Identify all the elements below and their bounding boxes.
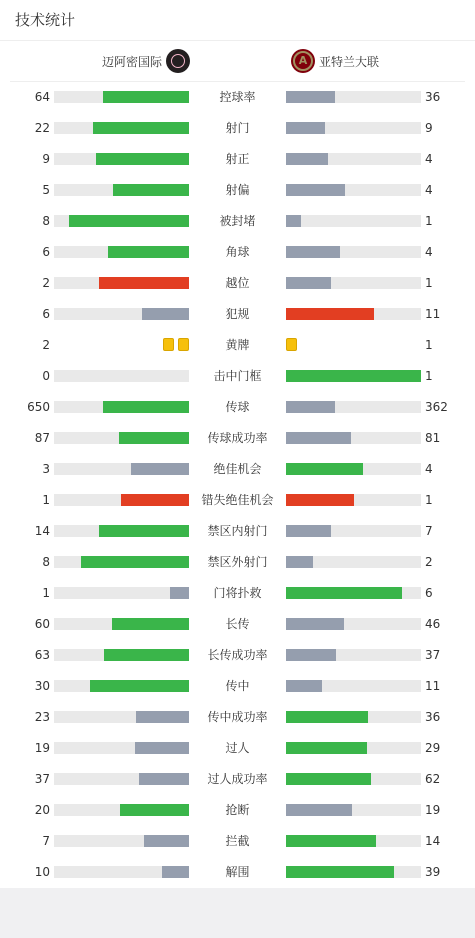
away-stat-bar — [286, 525, 421, 537]
home-stat-bar — [54, 525, 189, 537]
stat-label: 长传 — [225, 617, 250, 631]
stat-label: 绝佳机会 — [213, 462, 262, 476]
stat-label: 传中 — [225, 679, 250, 693]
home-stat-bar — [54, 494, 189, 506]
yellow-card-icon — [286, 338, 297, 351]
home-stat-bar-fill — [90, 680, 189, 692]
stat-label: 解围 — [225, 865, 250, 879]
stat-label: 长传成功率 — [207, 648, 268, 662]
home-stat-value: 2 — [42, 338, 50, 352]
away-stat-bar — [286, 494, 421, 506]
inter-miami-logo-icon — [166, 49, 190, 73]
home-stat-bar-fill — [170, 587, 189, 599]
away-stat-bar — [286, 866, 421, 878]
away-stat-bar — [286, 432, 421, 444]
home-stat-bar-fill — [119, 432, 189, 444]
away-stat-bar — [286, 246, 421, 258]
away-stat-value: 46 — [425, 617, 441, 631]
home-stat-value: 64 — [34, 90, 50, 104]
home-stat-value: 7 — [42, 834, 50, 848]
stat-label: 射正 — [225, 152, 250, 166]
home-stat-value: 5 — [42, 183, 50, 197]
home-stat-value: 22 — [34, 121, 50, 135]
away-stat-bar — [286, 587, 421, 599]
stat-label: 射门 — [225, 121, 250, 135]
away-stat-value: 1 — [425, 369, 433, 383]
stat-label: 传球成功率 — [207, 431, 268, 445]
home-stat-value: 14 — [34, 524, 50, 538]
away-stat-value: 4 — [425, 183, 433, 197]
away-stat-bar-fill — [286, 432, 351, 444]
stat-label: 射偏 — [225, 183, 250, 197]
away-stat-bar-fill — [286, 835, 376, 847]
stat-row — [0, 825, 475, 856]
away-stat-bar-fill — [286, 401, 335, 413]
away-stat-value: 1 — [425, 214, 433, 228]
stat-label: 错失绝佳机会 — [201, 493, 274, 507]
home-stat-value: 19 — [34, 741, 50, 755]
away-stat-bar — [286, 804, 421, 816]
home-stat-bar-fill — [103, 91, 189, 103]
stat-row — [0, 577, 475, 608]
home-stat-bar — [54, 618, 189, 630]
stat-label: 击中门框 — [213, 369, 262, 383]
stat-label: 门将扑救 — [213, 586, 262, 600]
away-stat-bar — [286, 370, 421, 382]
title-divider — [0, 40, 475, 41]
home-stat-value: 9 — [42, 152, 50, 166]
away-stat-bar-fill — [286, 773, 371, 785]
away-stat-bar — [286, 308, 421, 320]
home-stat-bar — [54, 215, 189, 227]
away-stat-bar — [286, 153, 421, 165]
stat-row — [0, 81, 475, 112]
home-stat-bar — [54, 463, 189, 475]
away-stat-bar — [286, 742, 421, 754]
away-stat-bar-fill — [286, 370, 421, 382]
away-stat-value: 36 — [425, 90, 441, 104]
home-stat-bar — [54, 804, 189, 816]
home-stat-bar-fill — [162, 866, 189, 878]
stat-row — [0, 546, 475, 577]
stat-label: 拦截 — [225, 834, 250, 848]
home-stat-bar-fill — [135, 742, 189, 754]
home-stat-bar-fill — [81, 556, 189, 568]
home-stat-bar-fill — [99, 277, 189, 289]
away-yellow-cards — [286, 338, 297, 351]
away-stat-bar — [286, 773, 421, 785]
home-team-name: 迈阿密国际 — [101, 54, 162, 69]
stat-label: 被封堵 — [219, 214, 256, 228]
stat-row — [0, 639, 475, 670]
stat-row — [0, 763, 475, 794]
away-stat-bar-fill — [286, 711, 368, 723]
away-stat-value: 36 — [425, 710, 441, 724]
stat-row — [0, 143, 475, 174]
home-stat-bar-fill — [120, 804, 189, 816]
home-stat-value: 1 — [42, 493, 50, 507]
stat-row — [0, 329, 475, 360]
stat-row — [0, 422, 475, 453]
away-stat-value: 11 — [425, 679, 441, 693]
stat-label: 控球率 — [219, 90, 256, 104]
away-team-header[interactable] — [291, 48, 379, 74]
away-stat-bar-fill — [286, 804, 352, 816]
away-stat-value: 1 — [425, 493, 433, 507]
away-stat-bar-fill — [286, 122, 325, 134]
stat-row — [0, 360, 475, 391]
home-stat-value: 6 — [42, 307, 50, 321]
home-stat-value: 2 — [42, 276, 50, 290]
away-stat-value: 29 — [425, 741, 441, 755]
stat-row — [0, 484, 475, 515]
home-stat-bar-fill — [99, 525, 189, 537]
stat-row — [0, 236, 475, 267]
away-stat-value: 39 — [425, 865, 441, 879]
home-stat-bar — [54, 122, 189, 134]
home-stat-value: 60 — [34, 617, 50, 631]
stat-label: 禁区内射门 — [207, 524, 268, 538]
home-stat-value: 650 — [27, 400, 50, 414]
away-stat-bar — [286, 184, 421, 196]
away-stat-bar-fill — [286, 742, 367, 754]
stat-label: 抢断 — [225, 803, 250, 817]
stat-row — [0, 205, 475, 236]
away-stat-value: 11 — [425, 307, 441, 321]
home-stat-value: 20 — [34, 803, 50, 817]
stat-row — [0, 267, 475, 298]
away-stat-value: 37 — [425, 648, 441, 662]
away-stat-bar-fill — [286, 649, 336, 661]
stat-label: 角球 — [225, 245, 250, 259]
away-stat-bar-fill — [286, 153, 328, 165]
home-stat-bar — [54, 184, 189, 196]
yellow-card-icon — [163, 338, 174, 351]
away-stat-value: 362 — [425, 400, 448, 414]
away-stat-bar-fill — [286, 618, 344, 630]
stat-label: 传中成功率 — [207, 710, 268, 724]
home-stat-bar — [54, 401, 189, 413]
away-stat-value: 14 — [425, 834, 441, 848]
home-stat-bar — [54, 277, 189, 289]
stat-row — [0, 515, 475, 546]
away-stat-value: 1 — [425, 338, 433, 352]
away-stat-value: 6 — [425, 586, 433, 600]
home-stat-bar — [54, 680, 189, 692]
stat-label: 传球 — [225, 400, 250, 414]
home-stat-bar-fill — [142, 308, 189, 320]
home-stat-bar — [54, 556, 189, 568]
home-stat-bar-fill — [131, 463, 189, 475]
away-stat-bar — [286, 649, 421, 661]
home-stat-bar-fill — [112, 618, 189, 630]
away-stat-bar — [286, 835, 421, 847]
home-stat-bar — [54, 835, 189, 847]
away-stat-bar-fill — [286, 556, 313, 568]
home-stat-bar — [54, 153, 189, 165]
home-stat-value: 6 — [42, 245, 50, 259]
away-stat-value: 2 — [425, 555, 433, 569]
home-stat-bar-fill — [108, 246, 189, 258]
home-stat-value: 37 — [34, 772, 50, 786]
home-stat-bar — [54, 649, 189, 661]
away-stat-bar-fill — [286, 308, 374, 320]
home-stat-bar — [54, 587, 189, 599]
stat-row — [0, 112, 475, 143]
away-stat-bar — [286, 122, 421, 134]
away-stat-bar — [286, 463, 421, 475]
away-team-name: 亚特兰大联 — [319, 54, 380, 69]
home-stat-bar-fill — [104, 649, 189, 661]
home-stat-bar — [54, 308, 189, 320]
away-stat-value: 4 — [425, 152, 433, 166]
home-stat-bar — [54, 742, 189, 754]
stat-row — [0, 856, 475, 887]
stats-list — [0, 81, 475, 887]
home-stat-bar — [54, 246, 189, 258]
away-stat-bar-fill — [286, 587, 402, 599]
away-stat-bar-fill — [286, 277, 331, 289]
home-stat-bar-fill — [121, 494, 189, 506]
away-stat-bar — [286, 91, 421, 103]
stat-row — [0, 701, 475, 732]
away-stat-value: 4 — [425, 462, 433, 476]
away-stat-value: 9 — [425, 121, 433, 135]
stat-label: 犯规 — [225, 307, 250, 321]
home-stat-bar — [54, 370, 189, 382]
away-stat-bar — [286, 277, 421, 289]
stat-row — [0, 174, 475, 205]
stat-row — [0, 298, 475, 329]
home-stat-bar — [54, 91, 189, 103]
stat-label: 黄牌 — [225, 338, 250, 352]
home-stat-bar — [54, 711, 189, 723]
away-stat-bar-fill — [286, 680, 322, 692]
home-stat-value: 8 — [42, 555, 50, 569]
away-stat-bar — [286, 711, 421, 723]
home-stat-bar-fill — [136, 711, 189, 723]
home-stat-value: 87 — [34, 431, 50, 445]
away-stat-value: 7 — [425, 524, 433, 538]
home-stat-bar — [54, 773, 189, 785]
away-stat-value: 62 — [425, 772, 441, 786]
home-stat-bar-fill — [96, 153, 189, 165]
stat-label: 禁区外射门 — [207, 555, 268, 569]
away-stat-bar — [286, 618, 421, 630]
home-stat-value: 10 — [34, 865, 50, 879]
away-stat-bar-fill — [286, 215, 301, 227]
away-stat-bar-fill — [286, 91, 335, 103]
stat-row — [0, 794, 475, 825]
home-stat-value: 3 — [42, 462, 50, 476]
away-stat-value: 19 — [425, 803, 441, 817]
home-stat-bar-fill — [69, 215, 189, 227]
home-yellow-cards — [163, 338, 189, 351]
home-stat-bar-fill — [139, 773, 189, 785]
home-stat-value: 0 — [42, 369, 50, 383]
home-stat-bar — [54, 866, 189, 878]
stat-row — [0, 391, 475, 422]
home-stat-value: 30 — [34, 679, 50, 693]
away-stat-bar-fill — [286, 463, 363, 475]
stat-label: 过人成功率 — [207, 772, 268, 786]
home-stat-bar — [54, 432, 189, 444]
away-stat-value: 1 — [425, 276, 433, 290]
home-stat-value: 1 — [42, 586, 50, 600]
away-stat-bar-fill — [286, 184, 345, 196]
away-stat-bar-fill — [286, 866, 394, 878]
away-stat-value: 81 — [425, 431, 441, 445]
home-stat-bar-fill — [144, 835, 189, 847]
home-stat-bar-fill — [93, 122, 189, 134]
home-stat-bar-fill — [113, 184, 189, 196]
away-stat-bar-fill — [286, 525, 331, 537]
away-stat-bar-fill — [286, 494, 354, 506]
home-stat-value: 23 — [34, 710, 50, 724]
away-stat-bar — [286, 556, 421, 568]
page-title: 技术统计 — [15, 11, 76, 29]
stat-row — [0, 670, 475, 701]
yellow-card-icon — [178, 338, 189, 351]
away-stat-value: 4 — [425, 245, 433, 259]
home-stat-value: 8 — [42, 214, 50, 228]
stat-label: 越位 — [225, 276, 250, 290]
stat-row — [0, 453, 475, 484]
stat-row — [0, 608, 475, 639]
away-stat-bar — [286, 680, 421, 692]
away-stat-bar-fill — [286, 246, 340, 258]
home-stat-bar-fill — [103, 401, 189, 413]
home-stat-value: 63 — [34, 648, 50, 662]
away-stat-bar — [286, 215, 421, 227]
away-stat-bar — [286, 401, 421, 413]
stat-row — [0, 732, 475, 763]
home-team-header[interactable] — [102, 48, 190, 74]
stat-label: 过人 — [225, 741, 250, 755]
atlanta-united-logo-icon — [291, 49, 315, 73]
